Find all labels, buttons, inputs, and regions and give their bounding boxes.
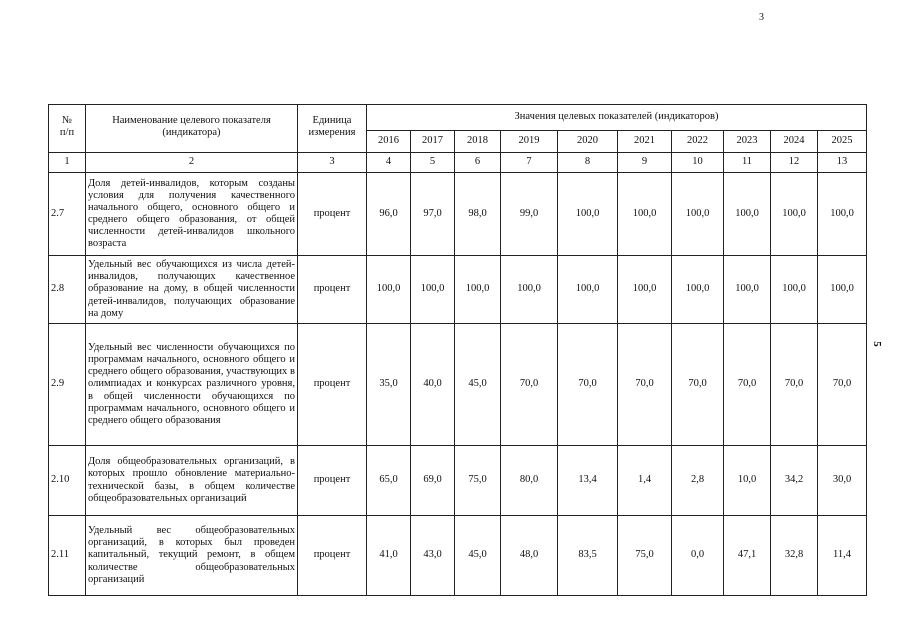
value-cell: 47,1 <box>724 516 771 596</box>
value-cell: 100,0 <box>618 256 672 324</box>
header-year: 2020 <box>558 131 618 153</box>
value-cell: 100,0 <box>558 256 618 324</box>
header-number: № п/п <box>49 105 86 153</box>
column-number: 13 <box>818 153 867 173</box>
unit-cell: процент <box>298 173 367 256</box>
value-cell: 100,0 <box>818 173 867 256</box>
column-number: 12 <box>771 153 818 173</box>
column-number: 2 <box>86 153 298 173</box>
value-cell: 100,0 <box>411 256 455 324</box>
value-cell: 65,0 <box>367 446 411 516</box>
value-cell: 45,0 <box>455 516 501 596</box>
value-cell: 99,0 <box>501 173 558 256</box>
header-year: 2021 <box>618 131 672 153</box>
value-cell: 100,0 <box>672 256 724 324</box>
row-number: 2.10 <box>49 446 86 516</box>
value-cell: 100,0 <box>724 173 771 256</box>
header-year: 2018 <box>455 131 501 153</box>
value-cell: 70,0 <box>771 324 818 446</box>
value-cell: 96,0 <box>367 173 411 256</box>
value-cell: 69,0 <box>411 446 455 516</box>
value-cell: 34,2 <box>771 446 818 516</box>
indicator-name: Удельный вес численности обучающихся по программам начального, основного общего и среднего общего образования, участвующих в олимпиадах и конкурсах различного уровня, в общей численности обучающихся по программам начального, основного общего и среднего общего образования <box>86 324 298 446</box>
value-cell: 100,0 <box>672 173 724 256</box>
header-year: 2017 <box>411 131 455 153</box>
value-cell: 30,0 <box>818 446 867 516</box>
value-cell: 100,0 <box>558 173 618 256</box>
indicator-name: Доля детей-инвалидов, которым созданы условия для получения качественного начального общего, основного общего и среднего общего образования, от общей численности детей-инвалидов школьного возраста <box>86 173 298 256</box>
value-cell: 80,0 <box>501 446 558 516</box>
value-cell: 0,0 <box>672 516 724 596</box>
indicators-table <box>48 104 867 596</box>
value-cell: 100,0 <box>724 256 771 324</box>
value-cell: 40,0 <box>411 324 455 446</box>
header-year: 2025 <box>818 131 867 153</box>
value-cell: 70,0 <box>618 324 672 446</box>
column-number: 7 <box>501 153 558 173</box>
value-cell: 70,0 <box>672 324 724 446</box>
column-number: 1 <box>49 153 86 173</box>
header-year: 2024 <box>771 131 818 153</box>
table-row <box>49 256 867 324</box>
row-number: 2.8 <box>49 256 86 324</box>
value-cell: 100,0 <box>771 256 818 324</box>
value-cell: 13,4 <box>558 446 618 516</box>
row-number: 2.7 <box>49 173 86 256</box>
header-year: 2023 <box>724 131 771 153</box>
column-number: 4 <box>367 153 411 173</box>
value-cell: 75,0 <box>618 516 672 596</box>
table-row <box>49 173 867 256</box>
header-row-1 <box>49 105 867 131</box>
unit-cell: процент <box>298 324 367 446</box>
column-number: 9 <box>618 153 672 173</box>
row-number: 2.11 <box>49 516 86 596</box>
header-unit: Единица измерения <box>298 105 367 153</box>
indicator-name: Удельный вес обучающихся из числа детей-инвалидов, получающих качественное образование на дому, в общей численности детей-инвалидов, получающих образование на дому <box>86 256 298 324</box>
header-row-col-numbers <box>49 153 867 173</box>
indicator-name: Доля общеобразовательных организаций, в которых прошло обновление материально-технической базы, в общем количестве общеобразовательных организаций <box>86 446 298 516</box>
header-values: Значения целевых показателей (индикаторов) <box>367 105 867 131</box>
column-number: 11 <box>724 153 771 173</box>
table-row <box>49 446 867 516</box>
value-cell: 100,0 <box>818 256 867 324</box>
page-number: 3 <box>759 12 764 23</box>
side-page-number: 5 <box>870 341 883 347</box>
value-cell: 100,0 <box>455 256 501 324</box>
value-cell: 70,0 <box>724 324 771 446</box>
value-cell: 100,0 <box>501 256 558 324</box>
column-number: 6 <box>455 153 501 173</box>
value-cell: 35,0 <box>367 324 411 446</box>
value-cell: 10,0 <box>724 446 771 516</box>
row-number: 2.9 <box>49 324 86 446</box>
value-cell: 48,0 <box>501 516 558 596</box>
value-cell: 97,0 <box>411 173 455 256</box>
value-cell: 45,0 <box>455 324 501 446</box>
header-year: 2019 <box>501 131 558 153</box>
unit-cell: процент <box>298 446 367 516</box>
table-row <box>49 324 867 446</box>
column-number: 8 <box>558 153 618 173</box>
value-cell: 70,0 <box>558 324 618 446</box>
value-cell: 100,0 <box>771 173 818 256</box>
unit-cell: процент <box>298 516 367 596</box>
value-cell: 83,5 <box>558 516 618 596</box>
value-cell: 70,0 <box>818 324 867 446</box>
header-year: 2022 <box>672 131 724 153</box>
value-cell: 32,8 <box>771 516 818 596</box>
column-number: 3 <box>298 153 367 173</box>
value-cell: 100,0 <box>367 256 411 324</box>
header-year: 2016 <box>367 131 411 153</box>
value-cell: 100,0 <box>618 173 672 256</box>
header-indicator-name: Наименование целевого показателя (индикатора) <box>86 105 298 153</box>
indicator-name: Удельный вес общеобразовательных организаций, в которых был проведен капитальный, текущий ремонт, в общем количестве общеобразовательных организаций <box>86 516 298 596</box>
value-cell: 43,0 <box>411 516 455 596</box>
unit-cell: процент <box>298 256 367 324</box>
value-cell: 75,0 <box>455 446 501 516</box>
value-cell: 98,0 <box>455 173 501 256</box>
value-cell: 41,0 <box>367 516 411 596</box>
value-cell: 1,4 <box>618 446 672 516</box>
value-cell: 11,4 <box>818 516 867 596</box>
table-row <box>49 516 867 596</box>
column-number: 5 <box>411 153 455 173</box>
value-cell: 2,8 <box>672 446 724 516</box>
value-cell: 70,0 <box>501 324 558 446</box>
column-number: 10 <box>672 153 724 173</box>
